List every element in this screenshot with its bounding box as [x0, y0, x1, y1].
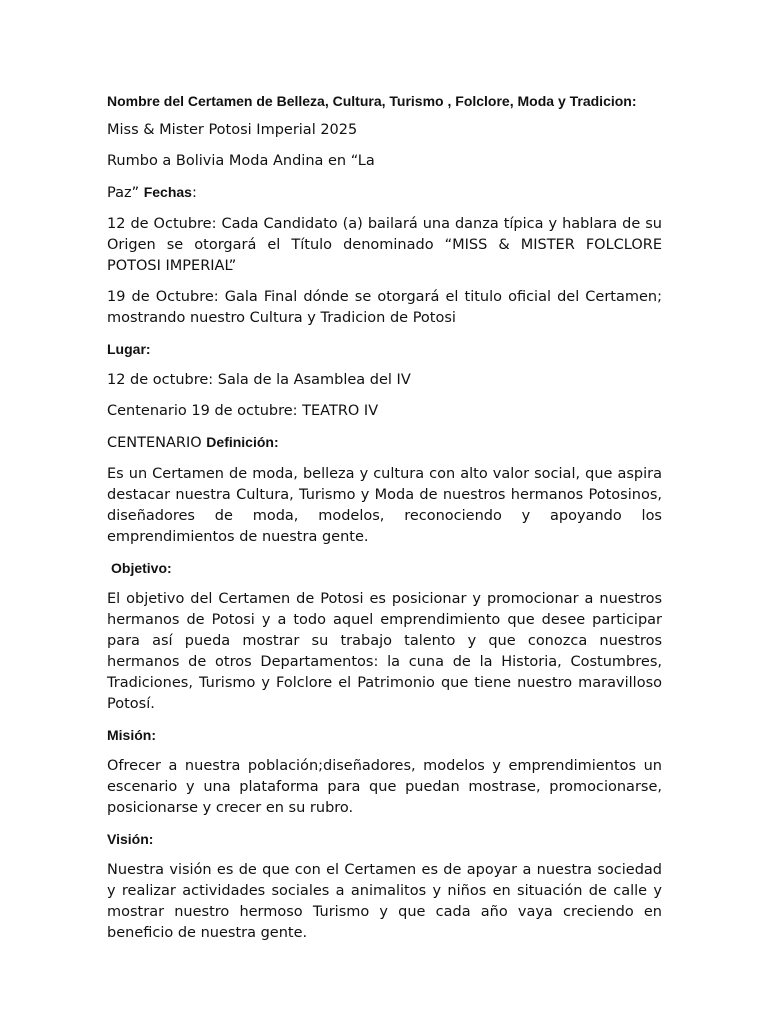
document-title: Nombre del Certamen de Belleza, Cultura, Turismo , Folclore, Moda y Tradicion:	[107, 93, 637, 109]
definicion-text: Es un Certamen de moda, belleza y cultura con alto valor social, que aspira destacar nuestra Cultura, Turismo y Moda de nuestros hermanos Potosinos, diseñadores de moda, modelos, reconociendo y apoyando los emprendimientos de nuestra gente.	[107, 466, 662, 545]
objetivo-label: Objetivo:	[111, 560, 172, 576]
fecha-2: 19 de Octubre: Gala Final dónde se otorgará el titulo oficial del Certamen; mostrando nuestro Cultura y Tradicion de Potosi	[107, 289, 662, 326]
lugar-3: CENTENARIO	[107, 435, 202, 451]
definicion-label: Definición:	[206, 434, 279, 450]
route-line: Rumbo a Bolivia Moda Andina en “La	[107, 153, 375, 169]
document-page	[107, 91, 662, 954]
fecha-1: 12 de Octubre: Cada Candidato (a) bailará una danza típica y hablara de su Origen se otorgará el Título denominado “MISS & MISTER FOLCLORE POTOSI IMPERIAL”	[107, 216, 662, 274]
event-name: Miss & Mister Potosi Imperial 2025	[107, 122, 358, 138]
objetivo-text: El objetivo del Certamen de Potosi es posicionar y promocionar a nuestros hermanos de Potosi y a todo aquel emprendimiento que desee participar para así pueda mostrar su trabajo talento y que conozca nuestros hermanos de otros Departamentos: la cuna de la Historia, Costumbres, Tradiciones, Turismo y Folclore el Patrimonio que tiene nuestro maravilloso Potosí.	[107, 591, 662, 712]
route-line-2: Paz”	[107, 185, 140, 201]
mision-text: Ofrecer a nuestra población;diseñadores, modelos y emprendimientos un escenario y una plataforma para que puedan mostrase, promocionarse, posicionarse y crecer en su rubro.	[107, 758, 662, 816]
fechas-colon: :	[191, 185, 197, 201]
lugar-label: Lugar:	[107, 341, 151, 357]
mision-label: Misión:	[107, 727, 156, 743]
lugar-2: Centenario 19 de octubre: TEATRO IV	[107, 403, 379, 419]
lugar-1: 12 de octubre: Sala de la Asamblea del IV	[107, 372, 411, 388]
lugar-definicion-line	[107, 432, 662, 454]
fechas-label: Fechas	[143, 184, 192, 200]
route-fechas-line	[107, 182, 662, 204]
vision-label: Visión:	[107, 831, 154, 847]
vision-text: Nuestra visión es de que con el Certamen es de apoyar a nuestra sociedad y realizar actividades sociales a animalitos y niños en situación de calle y mostrar nuestro hermoso Turismo y que cada año vaya creciendo en beneficio de nuestra gente.	[107, 862, 662, 941]
